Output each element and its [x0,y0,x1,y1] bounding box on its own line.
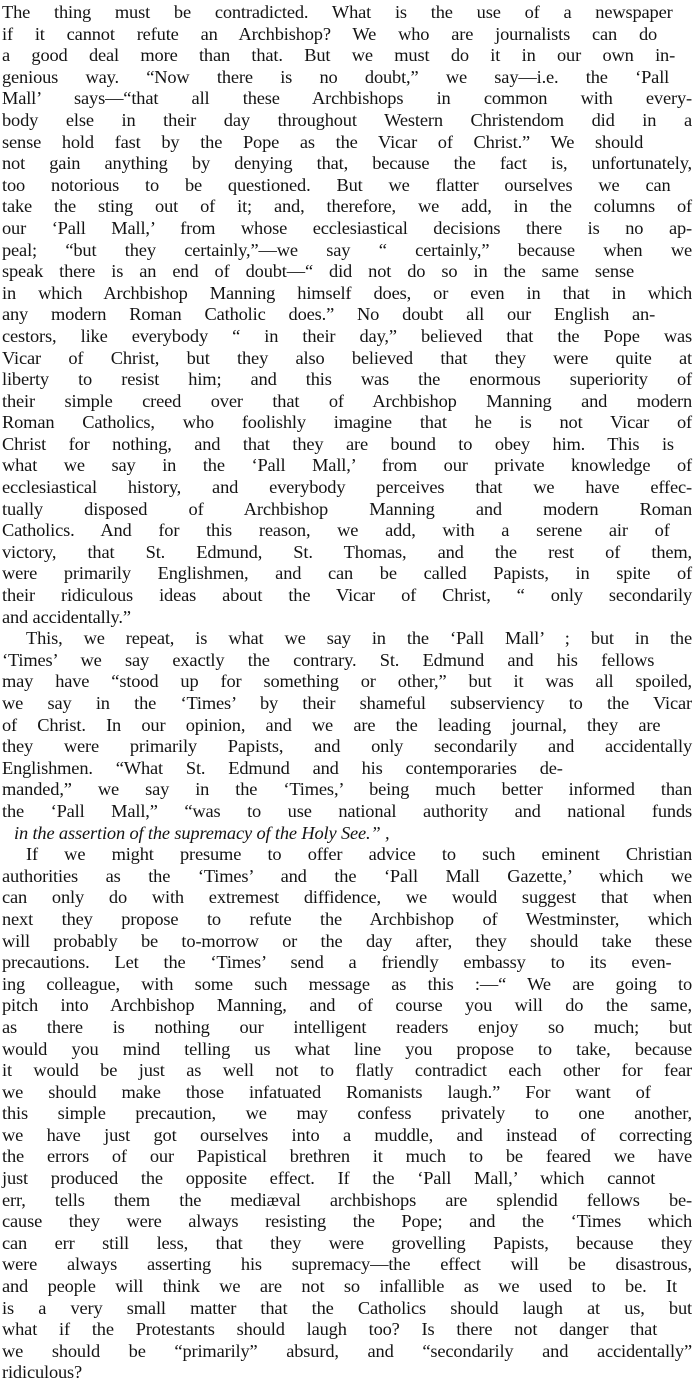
text-line [0,671,695,693]
line-text: sense hold fast by the Pope as the Vicar of Christ.” We should [2,131,644,152]
text-line [0,67,695,89]
line-text: precautions. Let the ‘Times’ send a friendly embassy to its even- [2,952,672,973]
text-line [0,887,695,909]
text-line [0,1146,695,1168]
line-text: we say in the ‘Times’ by their shameful subserviency to the Vicar [2,693,692,713]
text-line [0,283,695,305]
line-text: tually disposed of Archbishop Manning and modern Roman [2,498,692,519]
line-text: pitch into Archbishop Manning, and of course you will do the same, [2,995,692,1016]
line-text: in the assertion of the supremacy of the Holy See.” , [14,822,390,843]
text-line [0,1211,695,1233]
line-text: ecclesiastical history, and everybody perceives that we have effec- [2,477,692,498]
line-text: peal; “but they certainly,”—we say “ certainly,” because when we [2,239,692,260]
line-text: any modern Roman Catholic does.” No doubt all our English an- [2,304,656,325]
line-text: and people will think we are not so infallible as we used to be. It [2,1276,677,1297]
line-text: we should be “primarily” absurd, and “secondarily and accidentally” [2,1340,692,1361]
text-line [0,974,695,996]
line-text: ing colleague, with some such message as this :—“ We are going to [2,973,692,994]
line-text: can only do with extremest diffidence, we would suggest that when [2,887,692,908]
text-line [0,1125,695,1147]
line-text: This, we repeat, is what we say in the ‘Pall Mall’ ; but in the [26,628,692,649]
text-line [0,736,695,758]
line-text: too notorious to be questioned. But we flatter ourselves we can [2,174,671,195]
line-text: Christ for nothing, and that they are bound to obey him. This is [2,433,674,454]
text-line [0,779,695,801]
line-text: Catholics. And for this reason, we add, with a serene air of [2,520,670,541]
text-line [0,1341,695,1363]
text-line [0,1017,695,1039]
text-line [0,1082,695,1104]
line-text: the errors of our Papistical brethren it much to be feared we have [2,1146,692,1167]
text-line [0,693,695,715]
text-line [0,175,695,197]
line-text: cestors, like everybody “ in their day,” believed that the Pope was [2,325,692,346]
text-line [0,477,695,499]
line-text: Roman Catholics, who foolishly imagine that he is not Vicar of [2,412,692,433]
text-line [0,240,695,262]
line-text: this simple precaution, we may confess privately to one another, [2,1103,692,1124]
text-line [0,348,695,370]
text-line [0,1276,695,1298]
line-text: body else in their day throughout Western Christendom did in a [2,109,692,130]
text-line [0,1298,695,1320]
text-line [0,758,695,780]
text-line [0,995,695,1017]
text-line [0,650,695,672]
text-line [0,801,695,823]
text-line [0,326,695,348]
line-text: speak there is an end of doubt—“ did not do so in the same sense [2,261,634,282]
line-text: it would be just as well not to flatly contradict each other for fear [2,1060,692,1081]
text-line [0,1362,695,1384]
line-text: liberty to resist him; and this was the enormous superiority of [2,369,692,390]
text-line [0,823,695,845]
text-line [0,261,695,283]
line-text: The thing must be contradicted. What is the use of a newspaper [2,2,673,22]
line-text: cause they were always resisting the Pope; and the ‘Times which [2,1211,692,1232]
text-line [0,304,695,326]
line-text: next they propose to refute the Archbishop of Westminster, which [2,908,692,929]
line-text: is a very small matter that the Catholics should laugh at us, but [2,1297,692,1318]
line-text: of Christ. In our opinion, and we are the leading journal, they are [2,714,661,735]
line-text: genious way. “Now there is no doubt,” we say—i.e. the ‘Pall [2,66,670,87]
line-text: the ‘Pall Mall,” “was to use national authority and national funds [2,800,692,821]
line-text: If we might presume to offer advice to such eminent Christian [26,844,692,865]
line-text: not gain anything by denying that, because the fact is, unfortunately, [2,153,692,174]
text-line [0,391,695,413]
text-line [0,45,695,67]
text-line [0,585,695,607]
text-line [0,844,695,866]
text-line [0,607,695,629]
line-text: manded,” we say in the ‘Times,’ being much better informed than [2,779,692,800]
line-text: a good deal more than that. But we must do it in our own in- [2,45,676,66]
line-text: Vicar of Christ, but they also believed that they were quite at [2,347,692,368]
text-line [0,563,695,585]
line-text: ‘Times’ we say exactly the contrary. St. Edmund and his fellows [2,649,655,670]
text-line [0,455,695,477]
text-line [0,369,695,391]
text-line [0,952,695,974]
line-text: what we say in the ‘Pall Mall,’ from our private knowledge of [2,455,692,476]
text-line [0,1233,695,1255]
line-text: their ridiculous ideas about the Vicar of Christ, “ only secondarily [2,585,692,606]
line-text: we have just got ourselves into a muddle, and instead of correcting [2,1124,692,1145]
line-text: would you mind telling us what line you propose to take, because [2,1038,692,1059]
line-text: were primarily Englishmen, and can be called Papists, in spite of [2,563,692,584]
line-text: what if the Protestants should laugh too? Is there not danger that [2,1319,658,1340]
line-text: Mall’ says—“that all these Archbishops in common with every- [2,88,692,109]
text-line [0,909,695,931]
line-text: our ‘Pall Mall,’ from whose ecclesiastical decisions there is no ap- [2,217,692,238]
document-page [0,2,695,1392]
text-line [0,866,695,888]
text-line [0,931,695,953]
text-line [0,628,695,650]
line-text: can err still less, that they were grovelling Papists, because they [2,1232,692,1253]
text-line [0,434,695,456]
line-text: will probably be to-morrow or the day after, they should take these [2,930,692,951]
text-line [0,1254,695,1276]
line-text: take the sting out of it; and, therefore, we add, in the columns of [2,196,692,217]
text-line [0,520,695,542]
text-line [0,88,695,110]
text-line [0,1319,695,1341]
line-text: if it cannot refute an Archbishop? We who are journalists can do [2,23,658,44]
line-text: err, tells them the mediæval archbishops are splendid fellows be- [2,1189,692,1210]
line-text: their simple creed over that of Archbishop Manning and modern [2,390,692,411]
text-line [0,1190,695,1212]
text-line [0,153,695,175]
text-line [0,218,695,240]
text-line [0,132,695,154]
line-text: we should make those infatuated Romanists laugh.” For want of [2,1081,651,1102]
line-text: may have “stood up for something or other,” but it was all spoiled, [2,671,692,692]
text-line [0,499,695,521]
line-text: and accidentally.” [2,606,131,627]
text-line [0,24,695,46]
text-line [0,412,695,434]
text-line [0,110,695,132]
line-text: they were primarily Papists, and only secondarily and accidentally [2,736,692,757]
line-text: authorities as the ‘Times’ and the ‘Pall Mall Gazette,’ which we [2,865,692,886]
line-text: in which Archbishop Manning himself does, or even in that in which [2,282,692,303]
line-text: victory, that St. Edmund, St. Thomas, and the rest of them, [2,541,692,562]
text-line [0,196,695,218]
line-text: Englishmen. “What St. Edmund and his contemporaries de- [2,757,563,778]
line-text: ridiculous? [2,1362,83,1383]
text-line [0,1060,695,1082]
line-text: just produced the opposite effect. If the ‘Pall Mall,’ which cannot [2,1168,656,1189]
line-text: as there is nothing our intelligent readers enjoy so much; but [2,1016,692,1037]
text-line [0,2,695,24]
line-text: were always asserting his supremacy—the effect will be disastrous, [2,1254,692,1275]
text-line [0,542,695,564]
text-line [0,1039,695,1061]
text-line [0,715,695,737]
text-line [0,1103,695,1125]
text-line [0,1168,695,1190]
